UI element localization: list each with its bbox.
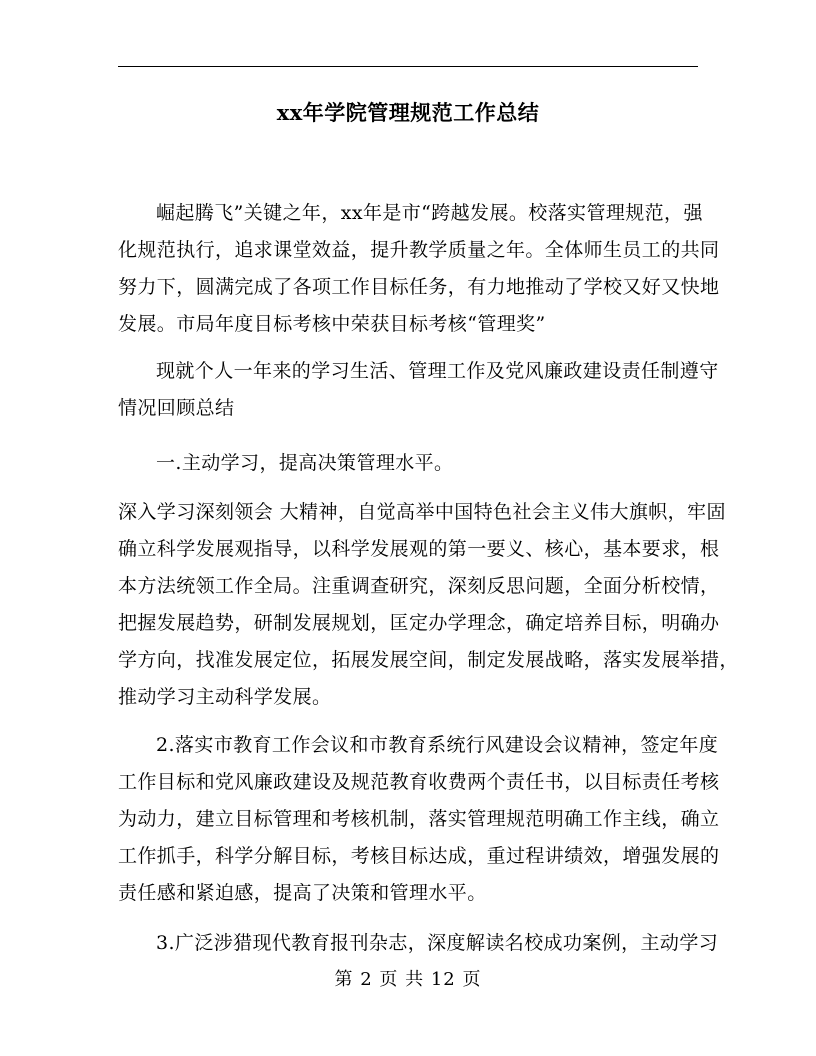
paragraph-line: 学方向，找准发展定位，拓展发展空间，制定发展战略，落实发展举措， [118,649,739,671]
paragraph-2 [118,353,719,427]
paragraph-line: 情况回顾总结 [118,397,235,419]
paragraph-line: 推动学习主动科学发展。 [118,686,332,708]
paragraph-line: 深入学习深刻领会 大精神，自觉高举中国特色社会主义伟大旗帜，牢固 [118,501,726,523]
paragraph-line: 崛起腾飞”关键之年，xx年是市“跨越发展。校落实管理规范，强 [156,202,703,224]
paragraph-5 [118,727,720,912]
paragraph-line: 工作目标和党风廉政建设及规范教育收费两个责任书，以目标责任考核 [118,771,720,793]
paragraph-line: 3.广泛涉猎现代教育报刊杂志，深度解读名校成功案例，主动学习 [156,932,719,954]
paragraph-line: 2.落实市教育工作会议和市教育系统行风建设会议精神，签定年度 [156,734,719,756]
paragraph-line: 本方法统领工作全局。注重调查研究，深刻反思问题，全面分析校情， [118,575,720,597]
paragraph-line: 现就个人一年来的学习生活、管理工作及党风廉政建设责任制遵守 [156,360,719,382]
paragraph-4 [118,494,739,716]
paragraph-line: 工作抓手，科学分解目标，考核目标达成，重过程讲绩效，增强发展的 [118,845,720,867]
paragraph-1 [118,195,720,343]
paragraph-line: 为动力，建立目标管理和考核机制，落实管理规范明确工作主线，确立 [118,808,720,830]
paragraph-line: 发展。市局年度目标考核中荣获目标考核“管理奖” [118,313,546,335]
paragraph-line: 努力下，圆满完成了各项工作目标任务，有力地推动了学校又好又快地 [118,276,720,298]
document-title: xx年学院管理规范工作总结 [276,100,540,125]
paragraph-line: 责任感和紧迫感，提高了决策和管理水平。 [118,882,487,904]
header-rule [118,66,698,67]
paragraph-line: 确立科学发展观指导，以科学发展观的第一要义、核心，基本要求，根 [118,538,720,560]
paragraph-6 [118,925,719,962]
page-footer: 第 2 页 共 12 页 [334,969,482,990]
section-heading-1 [118,445,698,482]
paragraph-line: 化规范执行，追求课堂效益，提升教学质量之年。全体师生员工的共同 [118,239,720,261]
paragraph-line: 一.主动学习，提高决策管理水平。 [156,452,454,474]
paragraph-line: 把握发展趋势，研制发展规划，匡定办学理念，确定培养目标，明确办 [118,612,720,634]
